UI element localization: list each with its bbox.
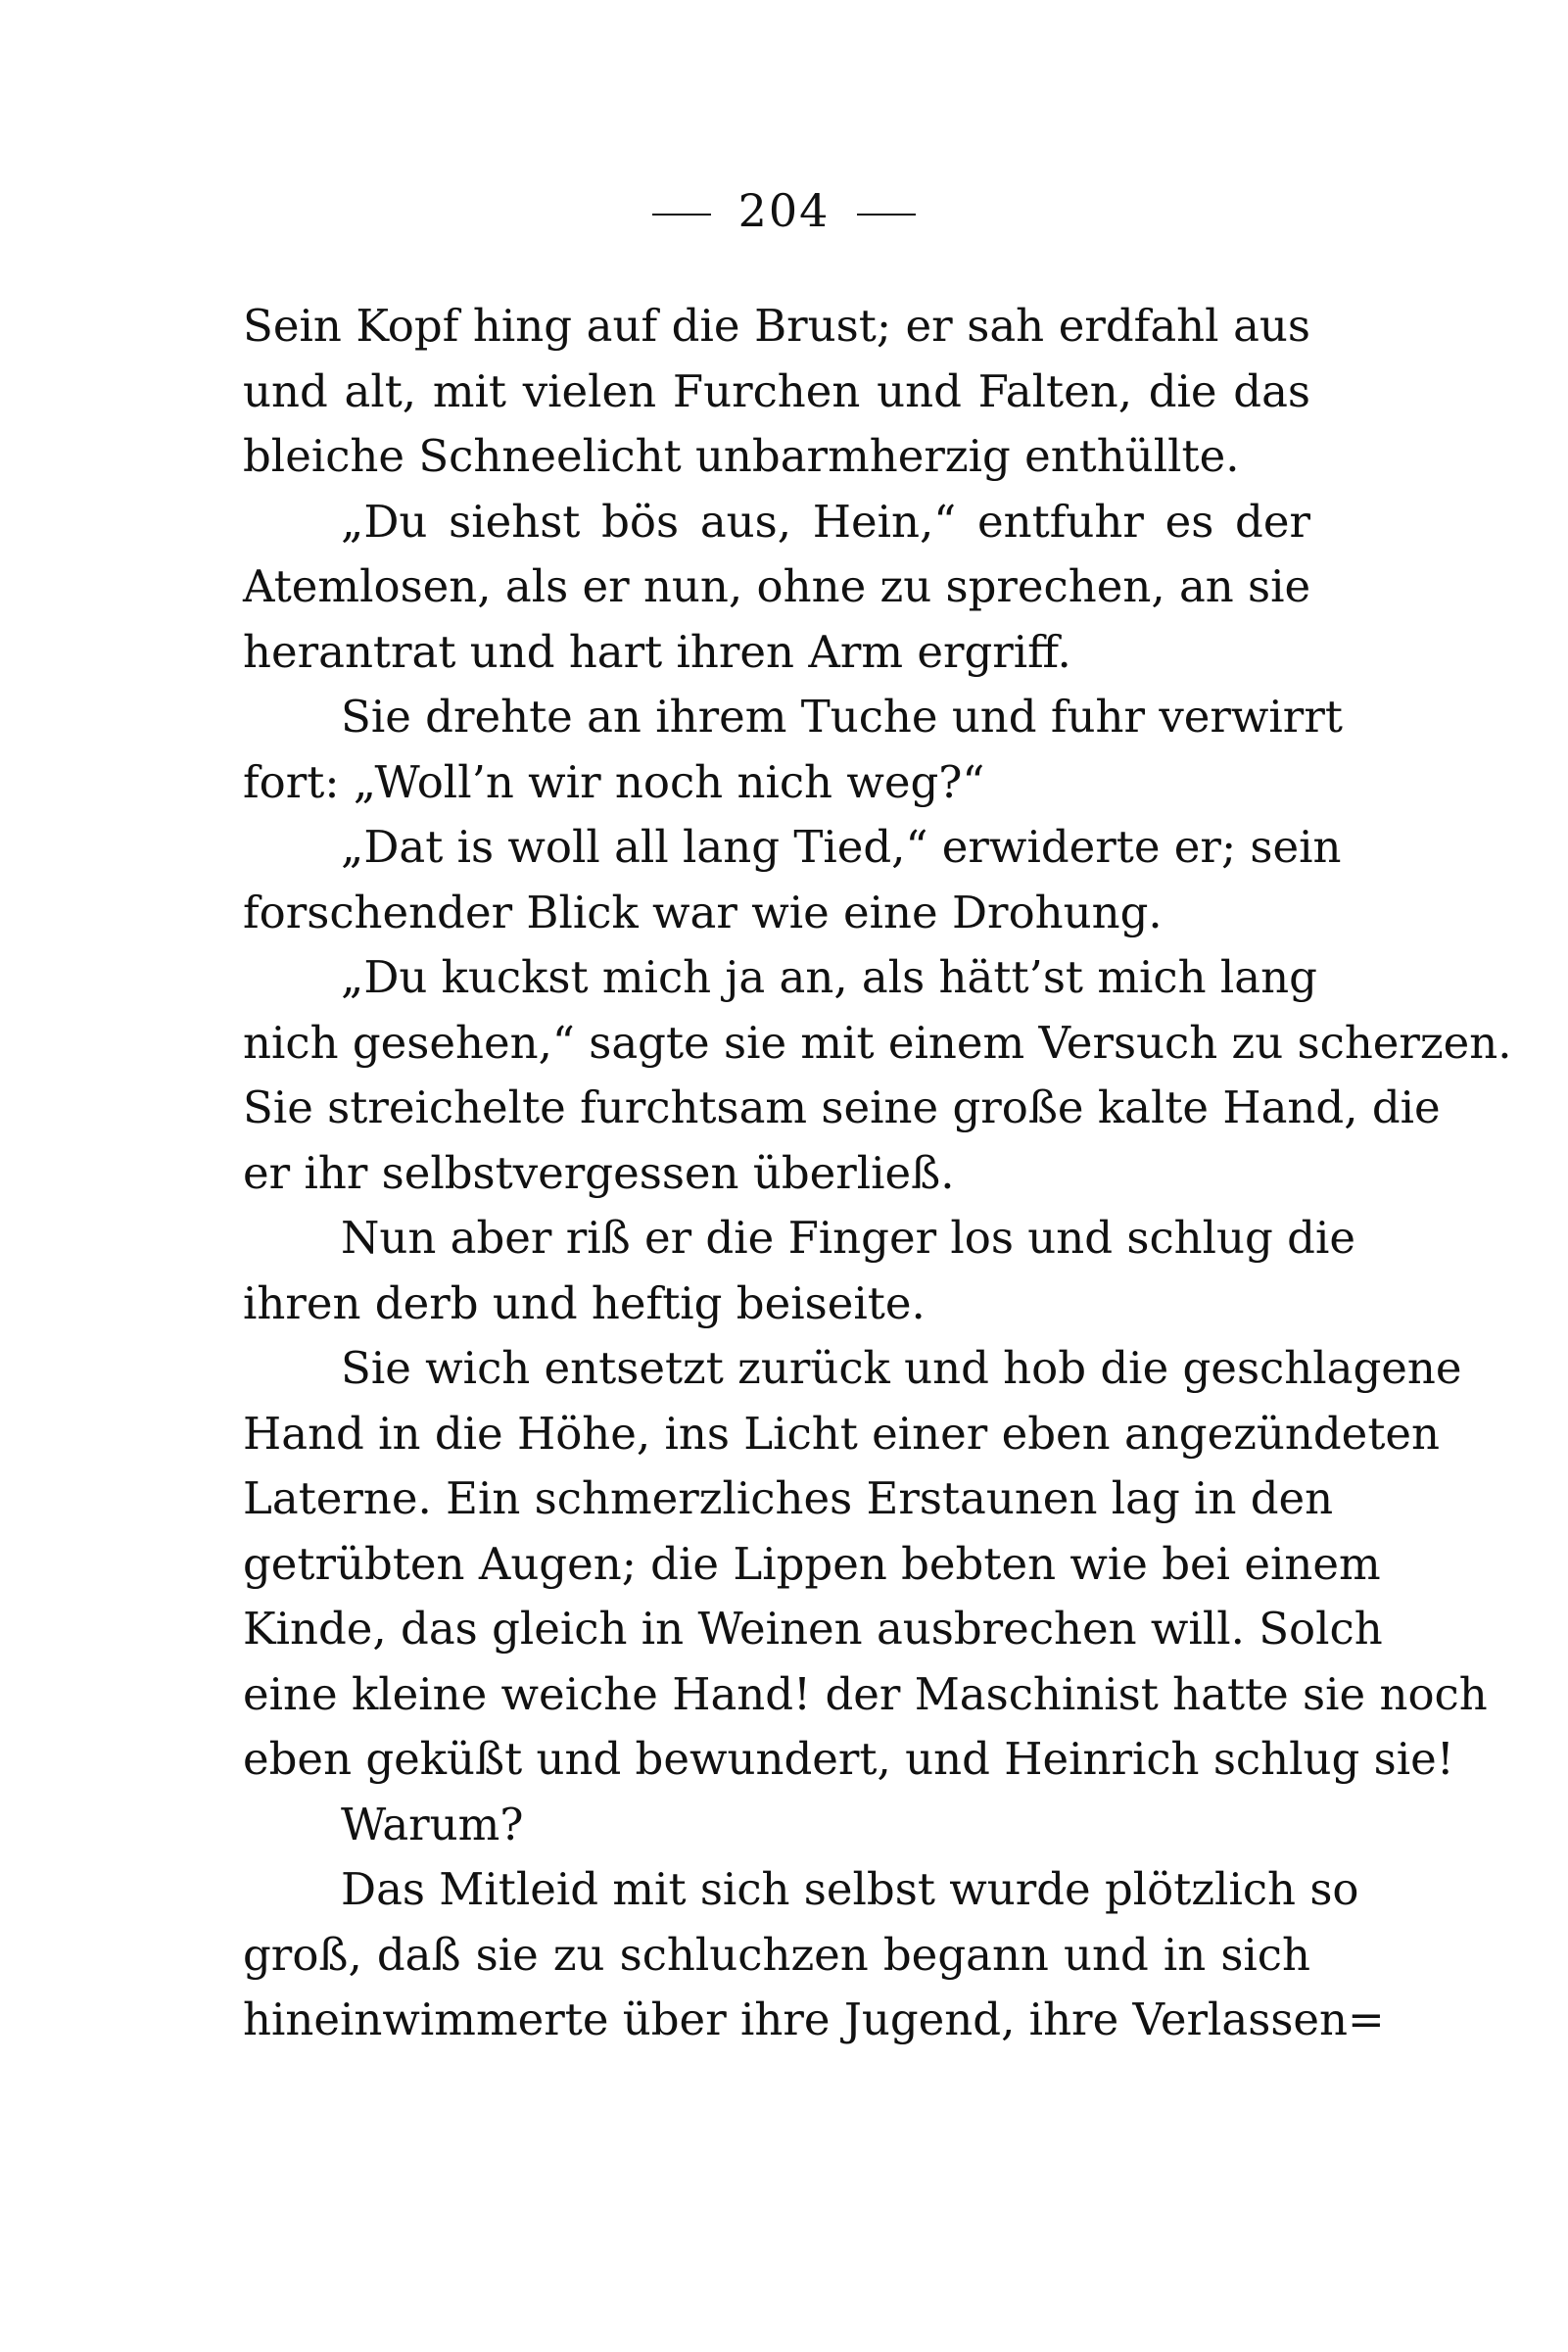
text-line: und alt, mit vielen Furchen und Falten, die das [243, 364, 1310, 417]
text-line: er ihr selbstvergessen überließ. [243, 1146, 955, 1199]
body-text [243, 294, 1512, 2053]
page-number: 204 [737, 184, 831, 237]
text-line: „Du kuckst mich ja an, als hätt’st mich lang [341, 951, 1317, 1003]
text-line: Atemlosen, als er nun, ohne zu sprechen, an sie [243, 560, 1311, 612]
text-line: hineinwimmerte über ihre Jugend, ihre Verlassen= [243, 1993, 1385, 2045]
text-line: eben geküßt und bewundert, und Heinrich schlug sie! [243, 1733, 1454, 1785]
text-line: „Dat is woll all lang Tied,“ erwiderte er; sein [341, 821, 1342, 873]
text-line: groß, daß sie zu schluchzen begann und in sich [243, 1928, 1310, 1981]
text-line: Sie streichelte furchtsam seine große kalte Hand, die [243, 1081, 1441, 1133]
text-line: Sein Kopf hing auf die Brust; er sah erdfahl aus [243, 300, 1310, 352]
text-line: forschender Blick war wie eine Drohung. [243, 886, 1163, 938]
text-line: herantrat und hart ihren Arm ergriff. [243, 625, 1071, 678]
text-line: „Du siehst bös aus, Hein,“ entfuhr es der [341, 495, 1310, 548]
text-line: Sie drehte an ihrem Tuche und fuhr verwirrt [341, 691, 1343, 743]
text-line: Sie wich entsetzt zurück und hob die geschlagene [341, 1342, 1462, 1394]
header-dash-right [857, 214, 916, 216]
text-line: fort: „Woll’n wir noch nich weg?“ [243, 755, 985, 808]
text-line: getrübten Augen; die Lippen bebten wie bei einem [243, 1537, 1381, 1590]
text-line: Nun aber riß er die Finger los und schlug die [341, 1212, 1355, 1264]
text-line: Das Mitleid mit sich selbst wurde plötzlich so [341, 1863, 1359, 1915]
text-line: bleiche Schneelicht unbarmherzig enthüllte. [243, 430, 1240, 482]
text-line: Kinde, das gleich in Weinen ausbrechen will. Solch [243, 1603, 1383, 1655]
text-line: eine kleine weiche Hand! der Maschinist hatte sie noch [243, 1667, 1488, 1720]
text-line: Hand in die Höhe, ins Licht einer eben angezündeten [243, 1407, 1441, 1460]
text-line: ihren derb und heftig beiseite. [243, 1276, 926, 1329]
text-line: Laterne. Ein schmerzliches Erstaunen lag in den [243, 1472, 1334, 1524]
text-line: Warum? [341, 1798, 524, 1850]
page-header [0, 184, 1568, 237]
text-line: nich gesehen,“ sagte sie mit einem Versuch zu scherzen. [243, 1016, 1512, 1069]
header-dash-left [652, 214, 711, 216]
